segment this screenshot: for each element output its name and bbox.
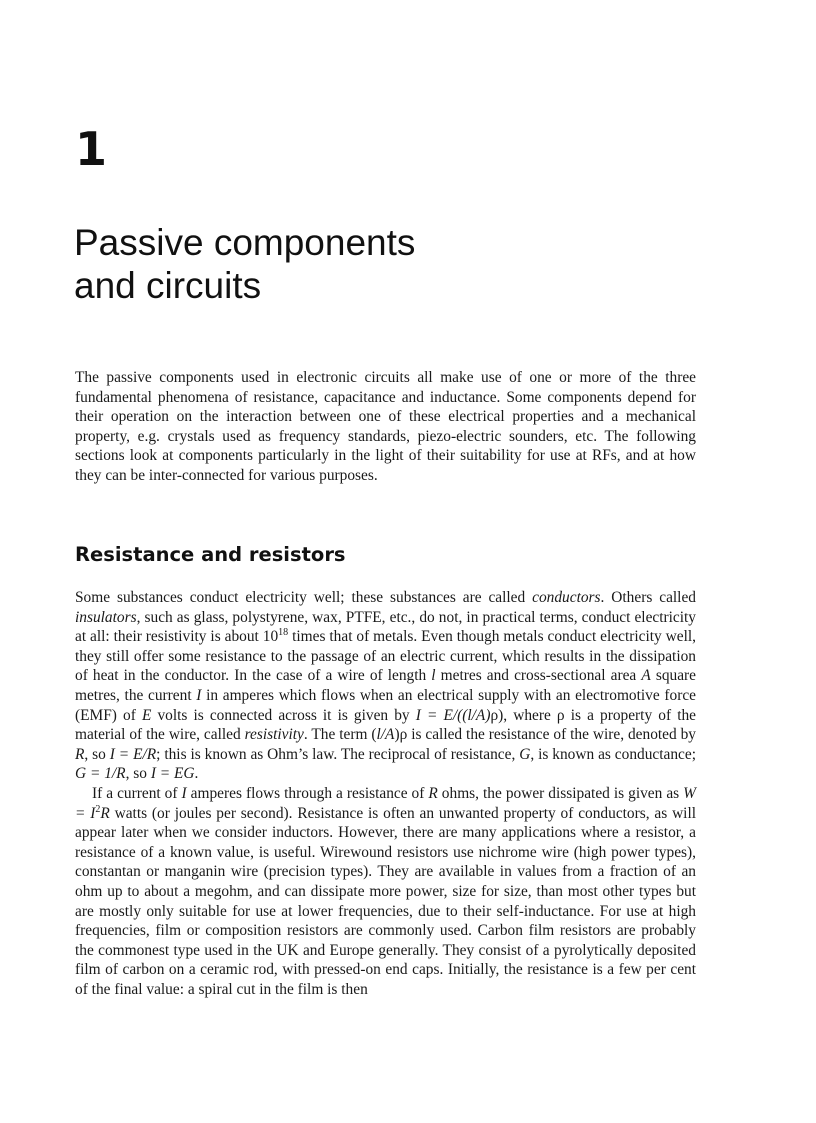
text-run: , such as glass, polystyrene, wax, PTFE, etc., do not, in practical terms, conduct electricity at all: their resistivity is about 10	[75, 608, 696, 646]
var-l: l	[431, 667, 436, 685]
text-run: Some substances conduct electricity well; these substances are called	[75, 589, 533, 606]
exponent: 2	[95, 803, 101, 815]
var-r: R	[100, 804, 110, 822]
paragraph-resistance-definition	[75, 588, 696, 784]
chapter-title-line-2: and circuits	[74, 265, 262, 306]
paragraph-power-and-resistor-types	[75, 784, 696, 1000]
chapter-title-line-1: Passive components	[74, 222, 416, 263]
text-run: . Others called	[600, 589, 696, 606]
text-run: watts (or joules per second). Resistance is often an unwanted property of conductors, as will appear later when we consider inductors. However, there are many applications where a resistor, a resistance of a known value, is useful. Wirewound resistors use nichrome wire (high power types), constantan or manganin wire (precision types). They are available in values from a fraction of an ohm up to about a megohm, and can dissipate more power, size for size, than most other types but are mostly only suitable for use at lower frequencies, due to their self-inductance. For use at high frequencies, film or composition resistors are commonly used. Carbon film resistors are probably the commonest type used in the UK and Europe generally. They consist of a pyrolytically deposited film of carbon on a ceramic rod, with pressed-on end caps. Initially, the resistance is a few per cent of the final value: a spiral cut in the film is then	[75, 804, 697, 998]
formula-current: I = E/((l/A)	[415, 706, 491, 724]
text-run: square metres, the current	[75, 667, 697, 704]
formula-power: W = I	[75, 784, 696, 822]
formula-l-over-a: l/A	[376, 726, 395, 744]
text-run: ; this is known as Ohm’s law. The reciprocal of resistance,	[156, 745, 520, 763]
chapter-number: 1	[75, 122, 108, 176]
var-e: E	[141, 706, 152, 724]
term-insulators: insulators	[75, 608, 137, 626]
chapter-title	[74, 221, 415, 307]
text-run: ohms, the power dissipated is given as	[437, 784, 684, 802]
formula-i-eg: I = EG	[150, 765, 195, 783]
text-run: .	[194, 765, 199, 783]
text-run: times that of metals. Even though metals conduct electricity well, they still offer some resistance to the passage of an electric current, which results in the dissipation of heat in the conductor. In the case of a wire of length	[75, 628, 696, 685]
text-run: , is known as conductance;	[530, 745, 696, 763]
formula-ohms-law: I = E/R	[109, 745, 157, 763]
text-run: . The term (	[303, 726, 377, 744]
var-i: I	[196, 686, 202, 704]
text-run: volts is connected across it is given by	[151, 706, 416, 724]
var-r: R	[428, 784, 438, 802]
section-heading: Resistance and resistors	[75, 543, 346, 566]
section-body	[75, 588, 696, 999]
var-g: G	[519, 745, 531, 763]
text-run: ρ), where ρ is a property of the material of the wire, called	[75, 706, 696, 744]
formula-conductance: G = 1/R	[75, 765, 126, 783]
intro-paragraph: The passive components used in electronic circuits all make use of one or more of the three fundamental phenomena of resistance, capacitance and inductance. Some components depend for their operation on the interaction between one of these electrical properties and a mechanical property, e.g. crystals used as frequency standards, piezo-electric sounders, etc. The following sections look at components particularly in the light of their suitability for use at RFs, and at how they can be inter-connected for various purposes.	[75, 369, 696, 484]
text-run: amperes flows through a resistance of	[186, 784, 429, 802]
text-run: If a current of	[92, 784, 182, 802]
var-i: I	[181, 784, 187, 802]
var-r: R	[75, 745, 85, 763]
exponent: 18	[278, 627, 289, 639]
var-a: A	[641, 667, 651, 685]
text-run: )ρ is called the resistance of the wire, denoted by	[394, 726, 697, 744]
text-run: , so	[125, 765, 151, 783]
text-run: metres and cross-sectional area	[435, 667, 642, 685]
term-resistivity: resistivity	[244, 726, 304, 744]
term-conductors: conductors	[532, 589, 601, 606]
text-run: , so	[84, 745, 110, 763]
text-run: in amperes which flows when an electrical supply with an electromotive force (EMF) of	[75, 686, 696, 724]
